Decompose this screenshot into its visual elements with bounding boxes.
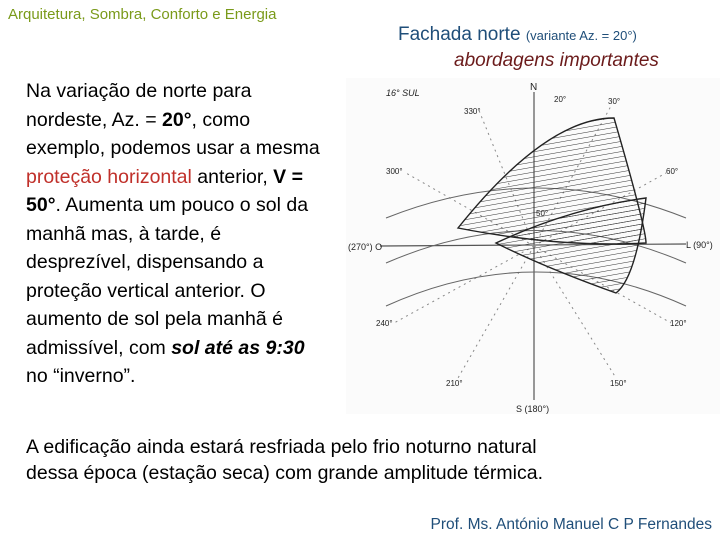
slide-subtitle: abordagens importantes bbox=[454, 50, 659, 71]
azimuth-value: 20° bbox=[162, 108, 192, 131]
slide-title-variant: (variante Az. = 20°) bbox=[525, 28, 637, 43]
azimuth-label: 210° bbox=[446, 379, 463, 388]
west-label: (270°) O bbox=[348, 242, 383, 252]
east-label: L (90°) bbox=[686, 240, 713, 250]
south-label: S (180°) bbox=[516, 404, 550, 414]
azimuth-label: 240° bbox=[376, 319, 393, 328]
protection-angle-label: 50° bbox=[536, 209, 549, 218]
paragraph-text: no “inverno”. bbox=[26, 365, 136, 387]
vertical-angle-value: V = 50° bbox=[26, 165, 303, 216]
paragraph-text: anterior, bbox=[191, 165, 274, 188]
latitude-label: 16° SUL bbox=[386, 88, 420, 98]
azimuth-label: 300° bbox=[386, 167, 403, 176]
paragraph-text: , como exemplo, podemos usar a mesma bbox=[26, 108, 320, 159]
highlight-term: proteção horizontal bbox=[26, 165, 192, 188]
azimuth-label: 20° bbox=[554, 95, 567, 104]
author-footer: Prof. Ms. António Manuel C P Fernandes bbox=[430, 516, 712, 533]
slide-title-main: Fachada norte bbox=[398, 24, 521, 45]
azimuth-label: 150° bbox=[610, 379, 627, 388]
course-title: Arquitetura, Sombra, Conforto e Energia bbox=[8, 6, 277, 23]
azimuth-label: 120° bbox=[670, 319, 687, 328]
emphasis-text: sol até as 9:30 bbox=[171, 336, 305, 359]
north-label: N bbox=[530, 82, 538, 93]
azimuth-label: 60° bbox=[666, 167, 679, 176]
paragraph-text: . Aumenta um pouco o sol da manhã mas, à tarde, é desprezível, dispensando a proteção vertical anterior. O aumento de sol pela manhã é admissível, com bbox=[26, 194, 309, 359]
main-paragraph bbox=[26, 77, 331, 391]
solar-chart-diagram bbox=[346, 78, 720, 414]
paragraph-text: Na variação de norte para nordeste, Az. = bbox=[26, 80, 252, 131]
slide-title bbox=[398, 24, 637, 46]
bottom-paragraph: A edificação ainda estará resfriada pelo frio noturno natural dessa época (estação seca) com grande amplitude térmica. bbox=[26, 436, 544, 484]
azimuth-label: 330° bbox=[464, 107, 481, 116]
azimuth-label: 30° bbox=[608, 97, 621, 106]
